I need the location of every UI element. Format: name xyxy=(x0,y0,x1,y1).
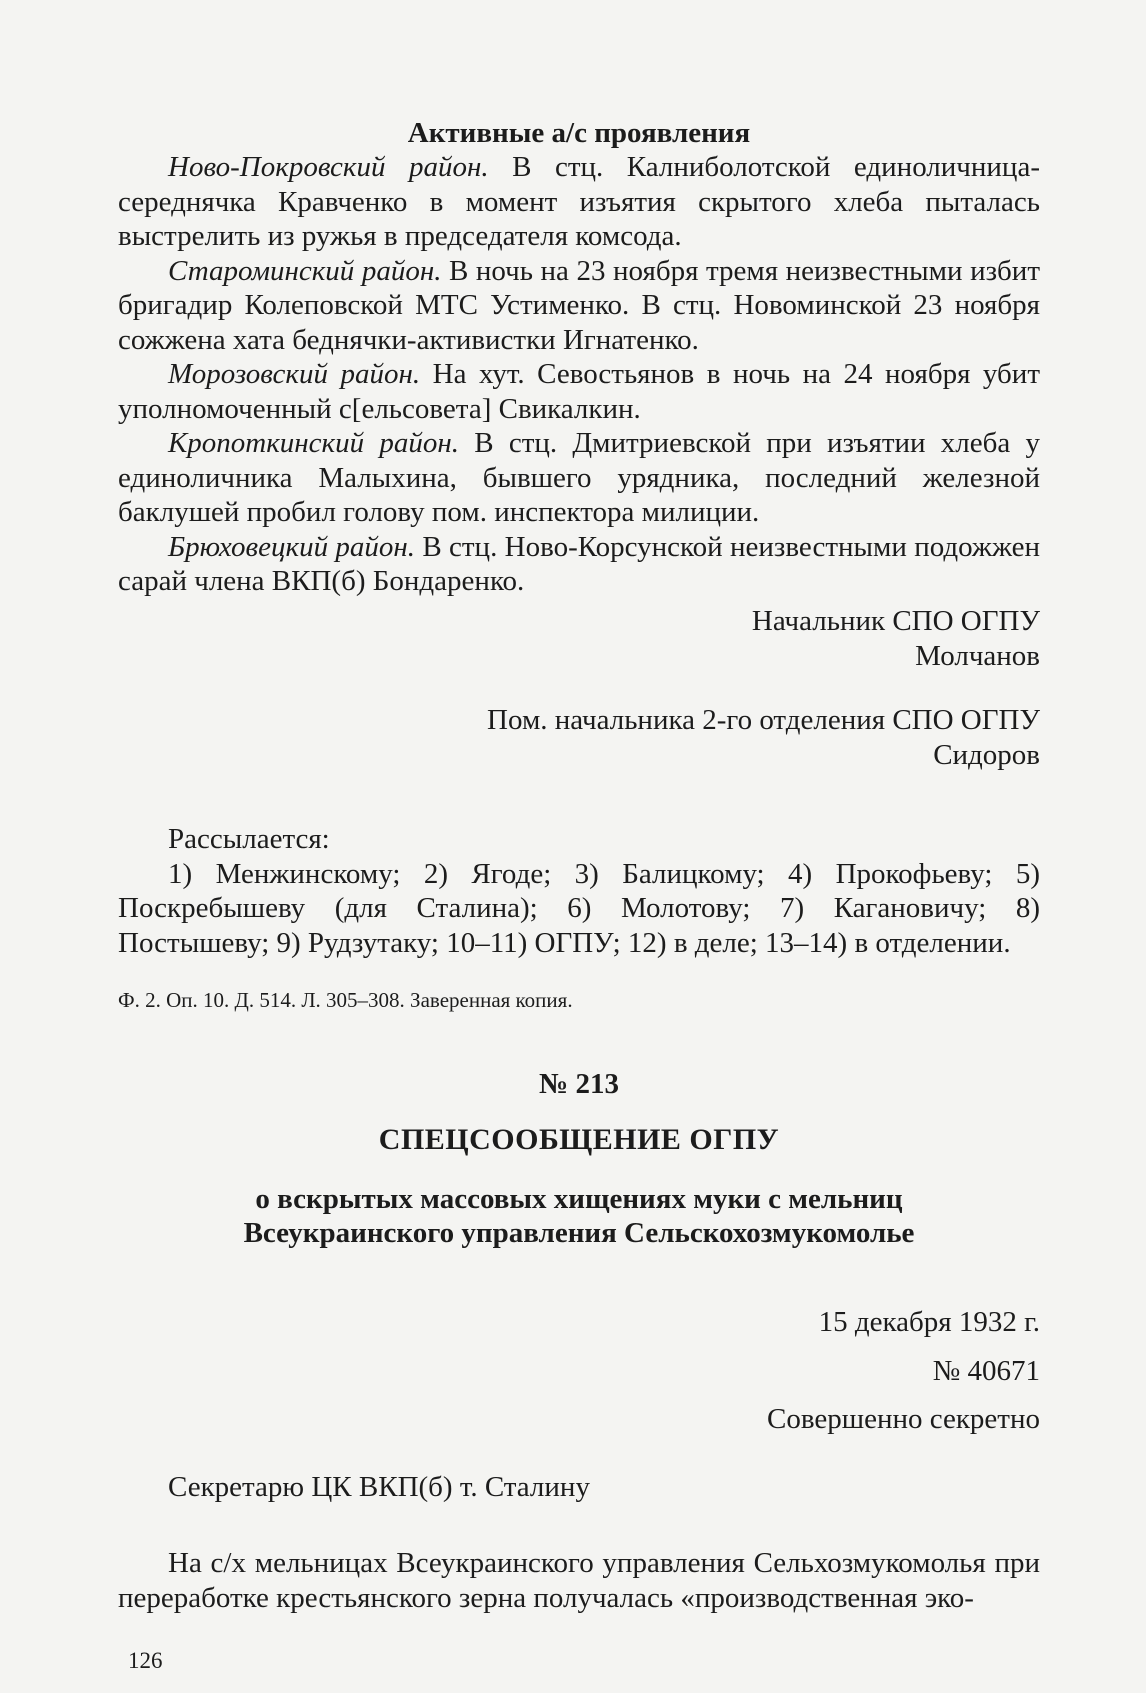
incident-paragraph xyxy=(118,426,1040,530)
incident-paragraph xyxy=(118,357,1040,426)
incident-text: В стц. Дмитриевской при изъятии хлеба у единоличника Малыхина, бывшего урядника, последний железной баклушей пробил голову пом. инспектора милиции. xyxy=(118,427,1041,528)
archive-reference xyxy=(118,987,1040,1013)
district-name: Морозовский район. xyxy=(168,358,421,390)
section-block xyxy=(118,116,1040,599)
body-paragraph: На с/х мельницах Всеукраинского управления Сельхозмукомолья при переработке крестьянского зерна получалась «производственная эко- xyxy=(118,1547,1040,1614)
signature-block-1 xyxy=(118,604,1040,673)
archive-ref-text: Ф. 2. Оп. 10. Д. 514. Л. 305–308. Заверенная копия. xyxy=(118,988,573,1012)
document-meta xyxy=(118,1305,1040,1437)
incident-text: В ночь на 23 ноября тремя неизвестными избит бригадир Колеповской МТС Устименко. В стц. Новоминской 23 ноября сожжена хата беднячки-активистки Игнатенко. xyxy=(118,254,1040,356)
signature-name: Сидоров xyxy=(933,738,1040,771)
document-reg-number: № 40671 xyxy=(932,1354,1040,1387)
signature-name: Молчанов xyxy=(915,639,1040,672)
document-subtitle-1: о вскрытых массовых хищениях муки с мельниц xyxy=(255,1183,903,1215)
district-name: Брюховецкий район. xyxy=(168,530,416,563)
district-name: Староминский район. xyxy=(168,254,442,287)
district-name: Кропоткинский район. xyxy=(168,427,459,459)
document-header xyxy=(118,1066,1040,1250)
addressee-block xyxy=(118,1470,1040,1505)
page-number: 126 xyxy=(128,1648,163,1673)
distribution-label: Рассылается: xyxy=(168,823,330,855)
document-subtitle-2: Всеукраинского управления Сельскохозмукомолье xyxy=(243,1217,915,1249)
addressee: Секретарю ЦК ВКП(б) т. Сталину xyxy=(168,1471,590,1503)
section-heading: Активные а/с проявления xyxy=(407,117,751,149)
distribution-list: 1) Менжинскому; 2) Ягоде; 3) Балицкому; 4) Прокофьеву; 5) Поскребышеву (для Сталина); 6) Молотову; 7) Кагановичу; 8) Постышеву; 9) Рудзутаку; 10–11) ОГПУ; 12) в деле; 13–14) в отделении. xyxy=(118,857,1040,959)
incident-paragraph xyxy=(118,530,1040,599)
signature-block-2 xyxy=(118,703,1040,772)
district-name: Ново-Покровский район. xyxy=(168,151,489,183)
document-date: 15 декабря 1932 г. xyxy=(818,1306,1040,1338)
incident-text: В стц. Ново-Корсунской неизвестными подожжен сарай члена ВКП(б) Бондаренко. xyxy=(118,530,1041,597)
document-number: № 213 xyxy=(539,1068,619,1100)
incident-text: В стц. Калниболотской единоличница-середнячка Кравченко в момент изъятия скрытого хлеба пыталась выстрелить из ружья в председателя комсода. xyxy=(118,151,1040,252)
body-block xyxy=(118,1546,1040,1615)
incident-text: На хут. Севостьянов в ночь на 24 ноября убит уполномоченный с[ельсовета] Свикалкин. xyxy=(118,358,1040,425)
signature-title: Начальник СПО ОГПУ xyxy=(751,605,1040,637)
distribution-block xyxy=(118,822,1040,960)
incident-paragraph xyxy=(118,150,1040,254)
document-type: СПЕЦСООБЩЕНИЕ ОГПУ xyxy=(378,1123,780,1156)
incident-paragraph xyxy=(118,254,1040,358)
document-classification: Совершенно секретно xyxy=(767,1403,1040,1435)
signature-title: Пом. начальника 2-го отделения СПО ОГПУ xyxy=(487,704,1040,736)
